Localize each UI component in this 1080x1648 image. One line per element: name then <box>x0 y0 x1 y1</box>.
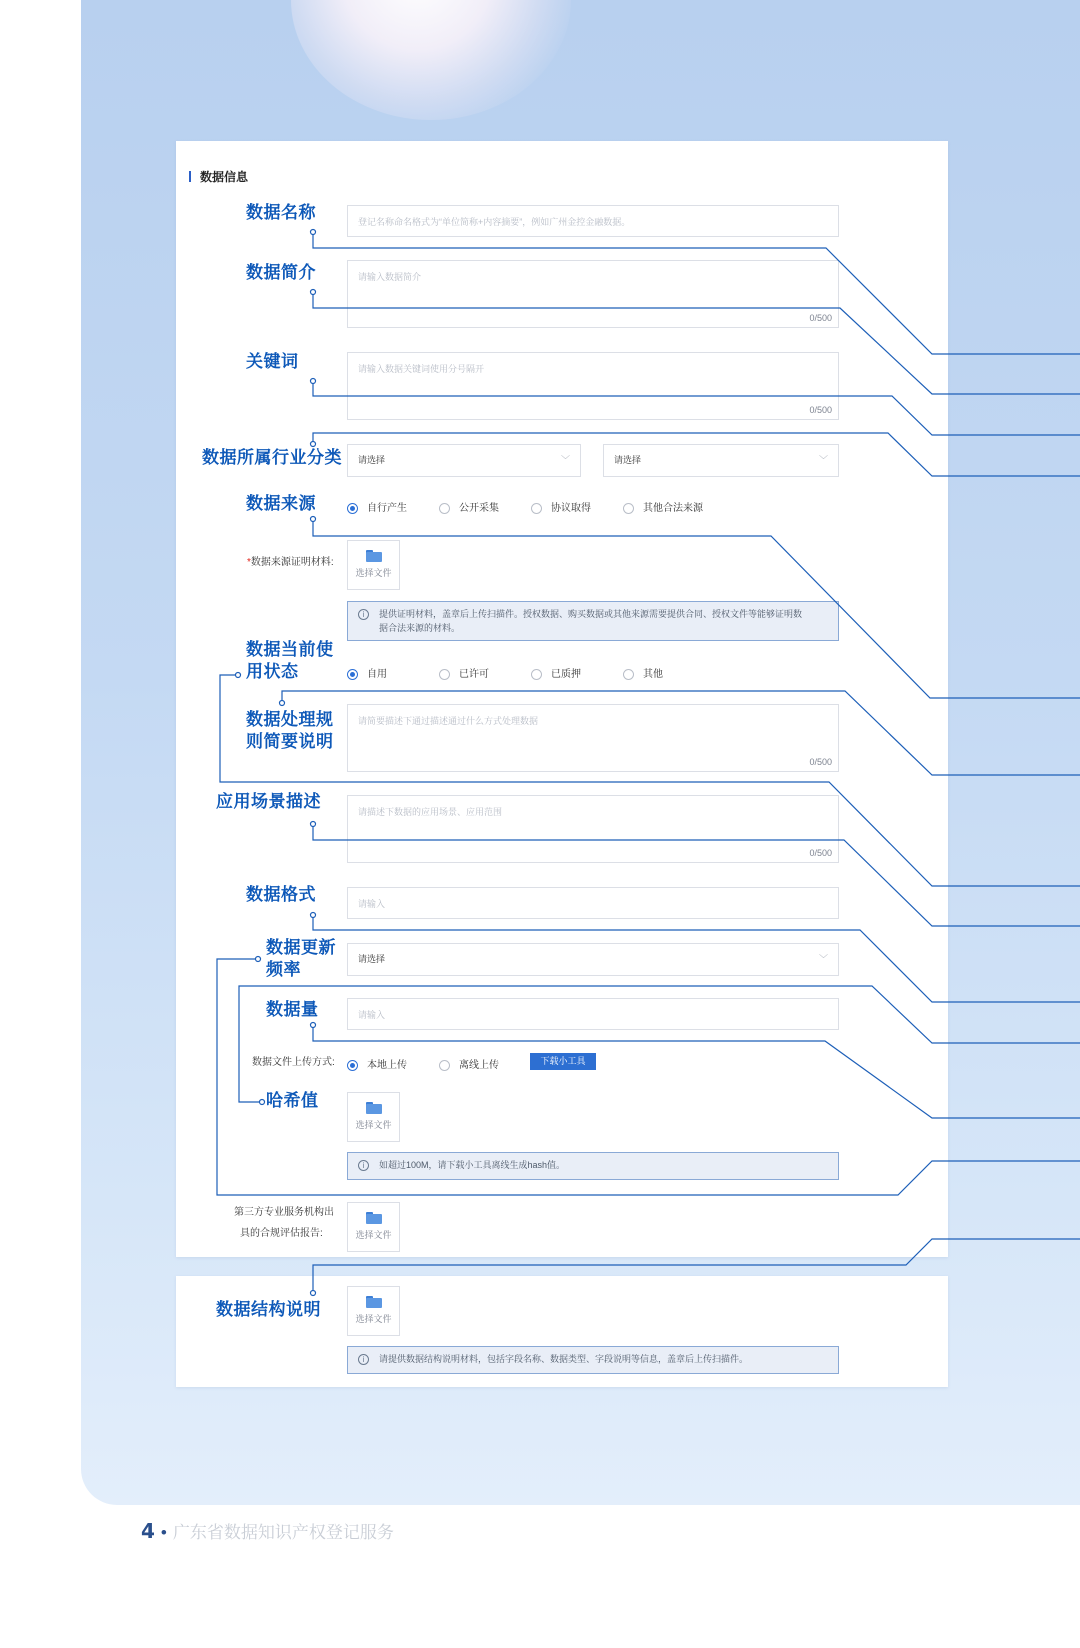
leader-line-upload <box>313 1025 1080 1118</box>
leader-line-scene <box>313 824 1080 926</box>
scene-char-counter: 0/500 <box>809 848 832 858</box>
chevron-down-icon: ﹀ <box>560 455 570 465</box>
proof-notice-line-2: 据合法来源的材料。 <box>379 623 461 633</box>
leader-dot-keywords <box>311 379 316 384</box>
keywords-placeholder: 请输入数据关键词使用分号隔开 <box>358 364 485 374</box>
footer-title: 广东省数据知识产权登记服务 <box>172 1523 394 1542</box>
proof-upload-button[interactable]: 选择文件 <box>347 540 400 590</box>
label-upload-mode: 数据文件上传方式: <box>252 1057 335 1068</box>
data-format-placeholder: 请输入 <box>358 899 386 909</box>
leader-line-source <box>313 519 1080 698</box>
hash-upload-button[interactable]: 选择文件 <box>347 1092 400 1142</box>
source-option-public[interactable]: 公开采集 <box>439 499 499 514</box>
leader-dot-source <box>311 517 316 522</box>
data-name-placeholder: 登记名称命名格式为“单位简称+内容摘要”，例如广州金控金融数据。 <box>358 217 631 227</box>
label-format: 数据格式 <box>246 885 316 905</box>
label-data-name: 数据名称 <box>246 203 316 223</box>
label-report-1: 第三方专业服务机构出 <box>234 1207 334 1218</box>
label-freq-1: 数据更新 <box>266 938 336 958</box>
source-option-other[interactable]: 其他合法来源 <box>623 499 703 514</box>
label-industry: 数据所属行业分类 <box>202 448 342 468</box>
leader-dot-format <box>311 913 316 918</box>
label-report-2: 具的合规评估报告: <box>240 1228 323 1239</box>
scene-placeholder: 请描述下数据的应用场景、应用范围 <box>358 807 503 817</box>
leader-line-industry <box>313 433 1080 476</box>
industry-select-secondary-value: 请选择 <box>614 455 642 465</box>
leader-line-structure <box>313 1239 1080 1293</box>
structure-notice-text: 请提供数据结构说明材料，包括字段名称、数据类型、字段说明等信息，盖章后上传扫描件。 <box>379 1354 749 1364</box>
leader-line-format <box>313 915 1080 1002</box>
processing-rule-placeholder: 请简要描述下通过描述通过什么方式处理数据 <box>358 716 539 726</box>
label-rule-1: 数据处理规 <box>246 710 334 730</box>
leader-dot-structure <box>311 1291 316 1296</box>
download-tool-button[interactable]: 下载小工具 <box>530 1053 596 1070</box>
page-footer <box>141 1518 394 1543</box>
leader-line-volume <box>239 986 1080 1043</box>
update-frequency-value: 请选择 <box>358 954 386 964</box>
chevron-down-icon: ﹀ <box>818 455 828 465</box>
label-volume: 数据量 <box>266 1000 319 1020</box>
keywords-char-counter: 0/500 <box>809 405 832 415</box>
usage-option-self[interactable]: 自用 <box>347 665 387 680</box>
leader-dot-usage <box>236 673 241 678</box>
leader-line-rule <box>282 691 1080 775</box>
label-data-intro: 数据简介 <box>246 263 316 283</box>
label-usage-1: 数据当前使 <box>246 640 334 660</box>
data-volume-placeholder: 请输入 <box>358 1010 386 1020</box>
label-structure: 数据结构说明 <box>216 1300 321 1320</box>
usage-option-other[interactable]: 其他 <box>623 665 663 680</box>
info-icon: i <box>358 1160 369 1171</box>
usage-option-pledged[interactable]: 已质押 <box>531 665 581 680</box>
label-rule-2: 则简要说明 <box>246 732 334 752</box>
label-keywords: 关键词 <box>246 352 299 372</box>
label-freq-2: 频率 <box>266 960 301 980</box>
footer-separator: • <box>160 1523 167 1542</box>
leader-dot-hash <box>260 1100 265 1105</box>
label-scene: 应用场景描述 <box>216 792 321 812</box>
leader-line-freq <box>217 959 1080 1195</box>
label-proof: *数据来源证明材料: <box>247 557 334 568</box>
info-icon: i <box>358 609 369 620</box>
leader-dot-name <box>311 230 316 235</box>
leader-dot-volume <box>311 1023 316 1028</box>
leader-dot-freq <box>256 957 261 962</box>
upload-mode-local[interactable]: 本地上传 <box>347 1056 407 1071</box>
label-source: 数据来源 <box>246 494 316 514</box>
leader-dot-scene <box>311 822 316 827</box>
section-title: 数据信息 <box>200 170 249 184</box>
label-usage-2: 用状态 <box>246 662 299 682</box>
usage-option-licensed[interactable]: 已许可 <box>439 665 489 680</box>
report-upload-button[interactable]: 选择文件 <box>347 1202 400 1252</box>
source-option-agreement[interactable]: 协议取得 <box>531 499 591 514</box>
upload-mode-offline[interactable]: 离线上传 <box>439 1056 499 1071</box>
structure-upload-button[interactable]: 选择文件 <box>347 1286 400 1336</box>
chevron-down-icon: ﹀ <box>818 954 828 964</box>
info-icon: i <box>358 1354 369 1365</box>
industry-select-primary-value: 请选择 <box>358 455 386 465</box>
rule-char-counter: 0/500 <box>809 757 832 767</box>
hash-notice-text: 如超过100M，请下载小工具离线生成hash值。 <box>379 1160 566 1170</box>
page-number: 4 <box>141 1519 155 1543</box>
label-hash: 哈希值 <box>266 1091 319 1111</box>
leader-dot-rule <box>280 701 285 706</box>
data-intro-placeholder: 请输入数据简介 <box>358 272 422 282</box>
intro-char-counter: 0/500 <box>809 313 832 323</box>
leader-line-intro <box>313 292 1080 394</box>
leader-dot-intro <box>311 290 316 295</box>
leader-dot-industry <box>311 442 316 447</box>
proof-notice-line-1: 提供证明材料，盖章后上传扫描件。授权数据、购买数据或其他来源需要提供合同、授权文件等能够证明数 <box>379 609 803 619</box>
leader-line-name <box>313 232 1080 354</box>
leader-line-keywords <box>313 381 1080 435</box>
leader-line-hash <box>239 1001 260 1102</box>
source-option-self[interactable]: 自行产生 <box>347 499 407 514</box>
leader-line-usage <box>220 675 1080 886</box>
